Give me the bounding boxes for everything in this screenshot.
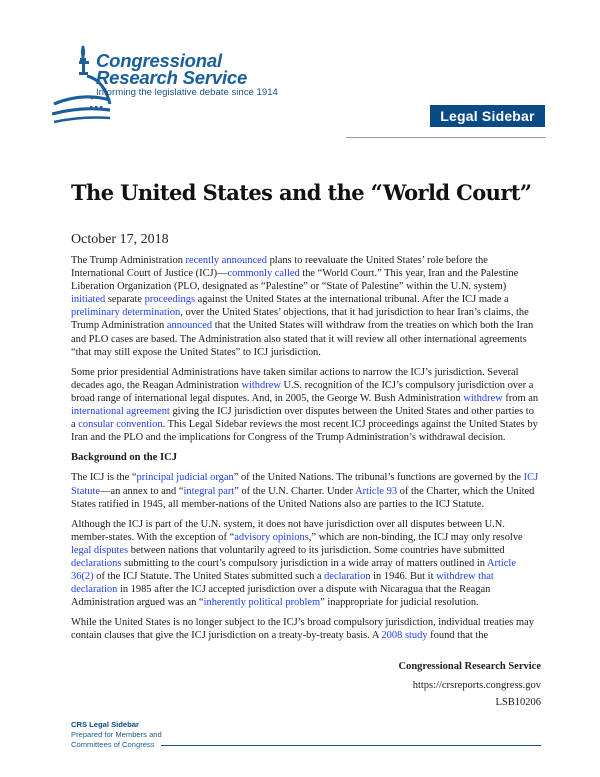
body-text: Some prior presidential Administrations have taken similar actions to narrow the ICJ’s jurisdiction. Several decades ago, the Reagan Administration [71, 366, 519, 391]
org-name-line1: Congressional [96, 50, 222, 71]
body-text: giving the ICJ jurisdiction over disputes between the United States and other parties to a [71, 406, 534, 431]
inline-link[interactable]: international agreement [71, 406, 170, 418]
body-text: in 1946. But it [370, 571, 437, 583]
document-title: The United States and the “World Court” [71, 180, 532, 205]
inline-link[interactable]: consular convention [78, 419, 163, 431]
body-paragraph [71, 254, 541, 359]
body-paragraph [71, 471, 541, 510]
body-text: , over the United States’ objections, that it had jurisdiction to hear Iran’s claims, the Trump Administration [71, 307, 529, 332]
inline-link[interactable]: advisory opinions [234, 531, 309, 543]
body-text: between nations that voluntarily agreed to its jurisdiction. Some countries have submitted [128, 544, 505, 556]
body-paragraph [71, 366, 541, 445]
body-text: found that the [427, 630, 489, 642]
body-text: ” of the United Nations. The tribunal’s functions are governed by the [233, 472, 524, 484]
inline-link[interactable]: Article 93 [355, 485, 398, 497]
org-tagline: Informing the legislative debate since 1914 [96, 87, 278, 98]
section-heading: Background on the ICJ [71, 452, 178, 464]
body-text: . This Legal Sidebar reviews the most recent ICJ proceedings against the United States by Iran and the PLO and the implications for Congress of the Trump Administration’s withdrawal decision. [71, 419, 538, 444]
inline-link[interactable]: withdrew [463, 392, 503, 404]
body-text: of the ICJ Statute. The United States submitted such a [93, 571, 325, 583]
legal-sidebar-badge: Legal Sidebar [430, 105, 545, 127]
body-text: the “World Court.” This year, Iran and the Palestine Liberation Organization (PLO, designated as “Palestine” or “State of Palestine” within the U.N. system) [71, 268, 519, 293]
body-text: The ICJ is the “ [71, 472, 137, 484]
inline-link[interactable]: legal disputes [71, 544, 129, 556]
publisher-url: https://crsreports.congress.gov [412, 680, 541, 691]
report-id: LSB10206 [495, 697, 541, 708]
body-text: against the United States at the international tribunal. After the ICJ made a [195, 294, 509, 306]
inline-link[interactable]: proceedings [144, 294, 196, 306]
body-text: submitting to the court’s compulsory jurisdiction in a wide array of matters outlined in [121, 557, 487, 569]
footer-line2: Committees of Congress [71, 740, 155, 749]
inline-link[interactable]: preliminary determination [71, 307, 181, 319]
body-text: ” of the U.N. Charter. Under [234, 485, 356, 497]
footer-title: CRS Legal Sidebar [71, 720, 139, 729]
inline-link[interactable]: principal judicial organ [136, 472, 234, 484]
body-paragraph [71, 616, 541, 642]
publisher-name: Congressional Research Service [398, 661, 541, 672]
body-text: While the United States is no longer subject to the ICJ’s broad compulsory jurisdiction, individual treaties may contain clauses that give the ICJ jurisdiction on a treaty-by-treaty basis. A [71, 617, 534, 642]
inline-link[interactable]: initiated [71, 294, 106, 306]
inline-link[interactable]: 2008 study [381, 630, 428, 642]
body-text: plans to reevaluate the United States’ role before the International Court of Justice (ICJ)— [71, 255, 488, 280]
footer-line1: Prepared for Members and [71, 730, 162, 739]
body-text: U.S. recognition of the ICJ’s compulsory jurisdiction over a broad range of international legal disputes. And, in 2005, the George W. Bush Administration [71, 379, 534, 404]
inline-link[interactable]: integral part [183, 485, 235, 497]
inline-link[interactable]: inherently political problem [203, 597, 321, 609]
body-text: The Trump Administration [71, 255, 186, 266]
body-text: of the Charter, which the United States ratified in 1945, all member-nations of the United Nations also are parties to the ICJ Statute. [71, 485, 535, 510]
inline-link[interactable]: commonly called [227, 268, 300, 280]
header-divider [346, 137, 546, 138]
org-name [96, 52, 247, 86]
inline-link[interactable]: declaration [324, 571, 371, 583]
body-text: in 1985 after the ICJ accepted jurisdiction over a dispute with Nicaragua that the Reagan Administration argued was an “ [71, 584, 491, 609]
body-text: separate [105, 294, 145, 306]
inline-link[interactable]: withdrew that declaration [71, 571, 494, 596]
inline-link[interactable]: declarations [71, 557, 122, 569]
body-text: ,” which are non-binding, the ICJ may only resolve [308, 531, 523, 543]
org-name-line2: Research Service [96, 67, 248, 88]
inline-link[interactable]: withdrew [241, 379, 281, 391]
body-text: —an annex to and “ [100, 485, 184, 497]
document-body [71, 254, 541, 650]
body-text: from an [502, 392, 539, 404]
footer-divider [161, 745, 541, 746]
document-date: October 17, 2018 [71, 232, 169, 247]
inline-link[interactable]: announced [166, 320, 213, 332]
inline-link[interactable]: ICJ Statute [71, 472, 539, 497]
inline-link[interactable]: recently announced [185, 255, 267, 266]
body-text: Although the ICJ is part of the U.N. system, it does not have jurisdiction over all disputes between U.N. member-states. With the exception of “ [71, 518, 505, 543]
inline-link[interactable]: Article 36(2) [71, 557, 516, 583]
body-text: that the United States will withdraw from the treaties on which both the Iran and PLO cases are based. The Administration also stated that it will review all other international agreements “that may still expose the United States” to ICJ jurisdiction. [71, 320, 534, 358]
body-text: ” inappropriate for judicial resolution. [320, 597, 479, 609]
body-paragraph [71, 518, 541, 610]
page-footer [71, 720, 162, 750]
